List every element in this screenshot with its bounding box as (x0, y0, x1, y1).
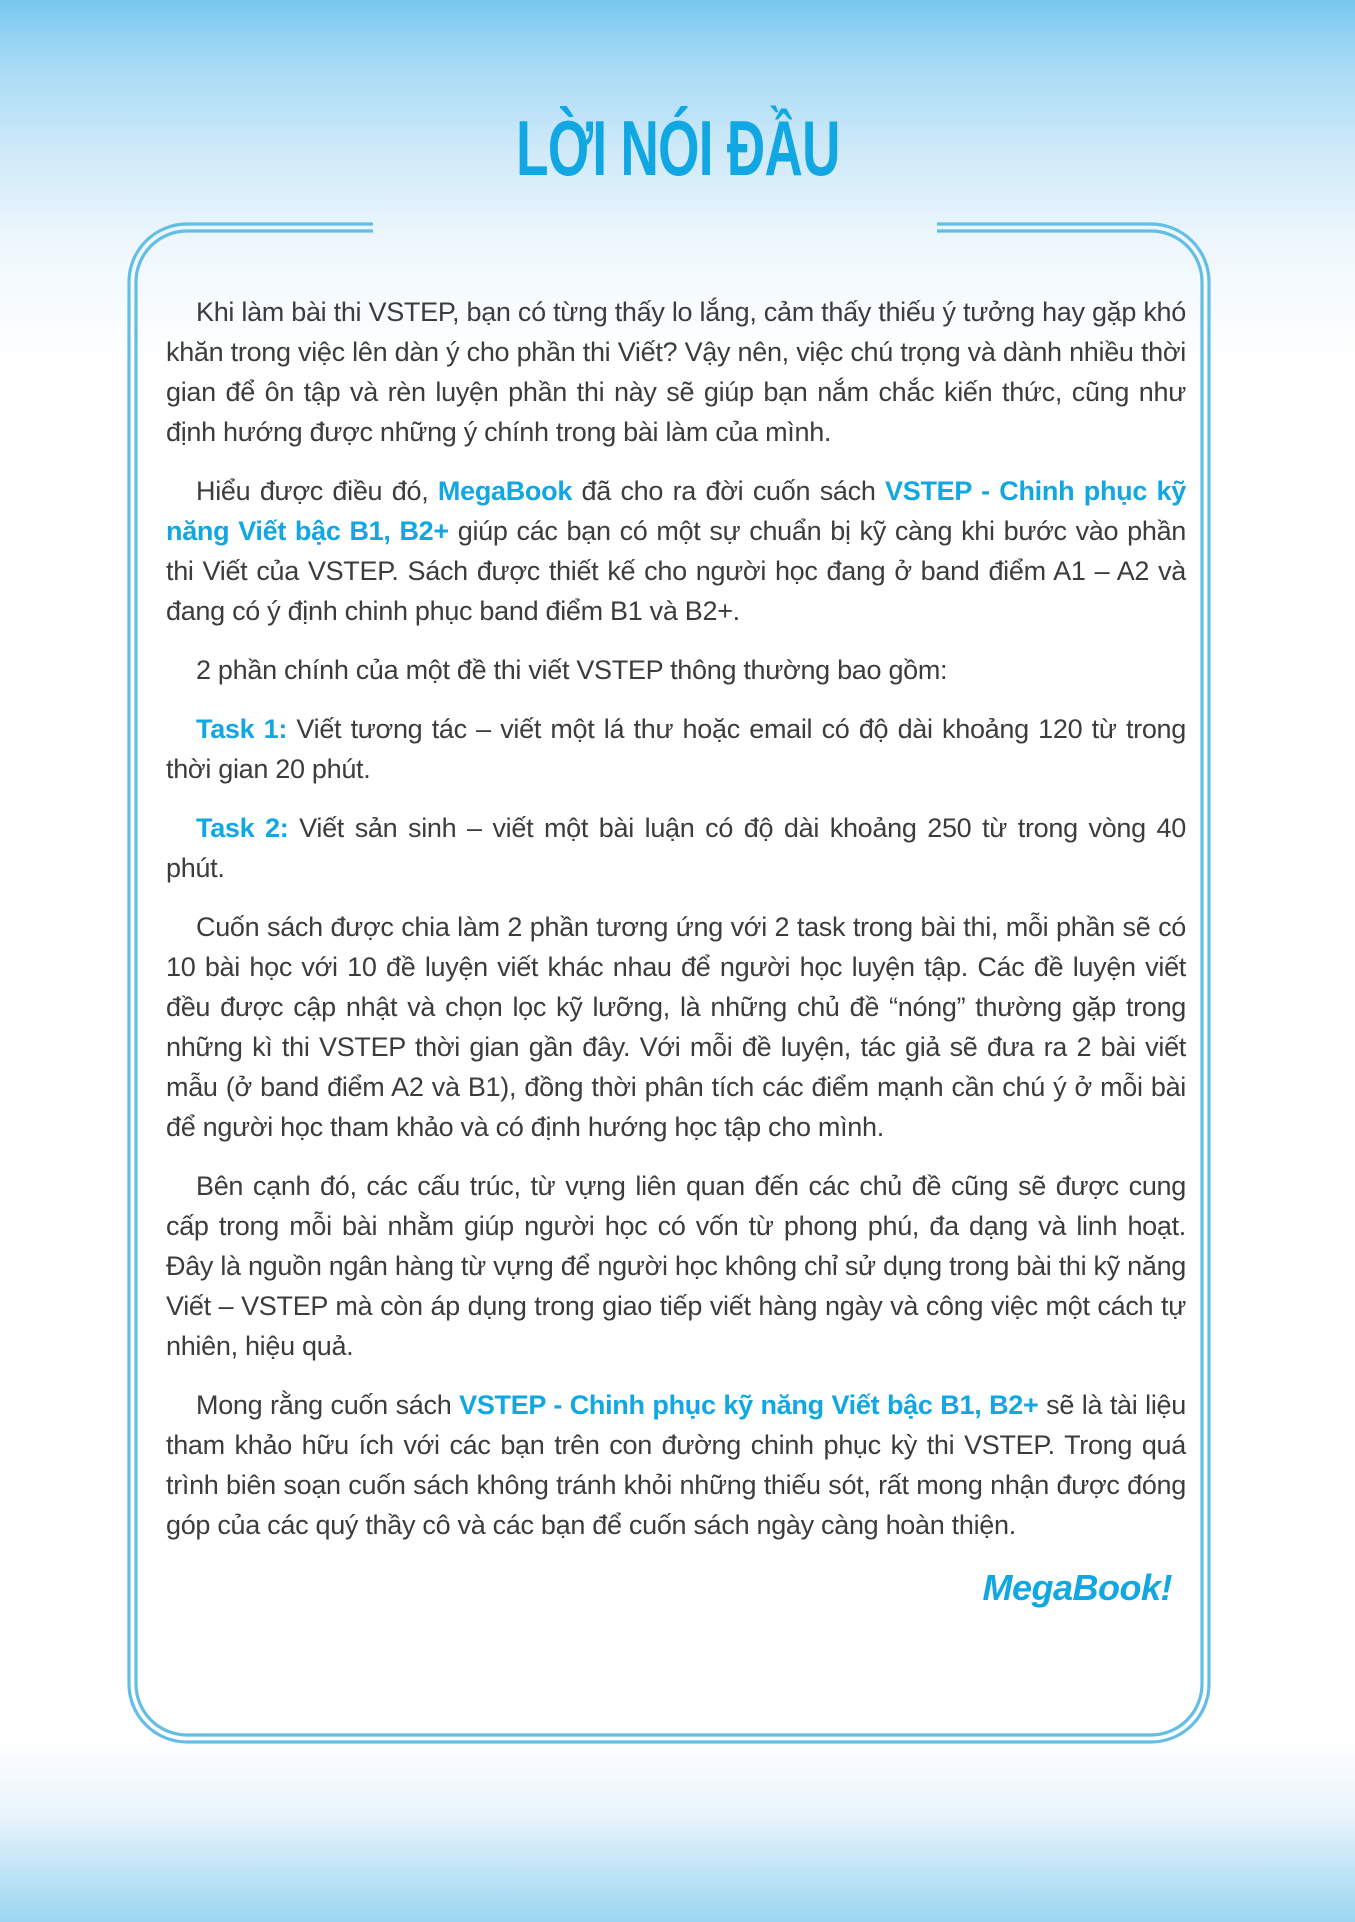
paragraph (166, 650, 1186, 690)
signature: MegaBook! (982, 1567, 1172, 1608)
text-segment: Viết sản sinh – viết một bài luận có độ dài khoảng 250 từ trong vòng 40 phút. (166, 813, 1186, 883)
paragraph (166, 1166, 1186, 1366)
text-segment: giúp các bạn có một sự chuẩn bị kỹ càng khi bước vào phần thi Viết của VSTEP. Sách được thiết kế cho người học đang ở band điểm A1 – A2 và đang có ý định chinh phục band điểm B1 và B2+. (166, 516, 1186, 626)
paragraph (166, 471, 1186, 631)
preface-content (166, 292, 1186, 1609)
paragraph (166, 808, 1186, 888)
text-segment: đã cho ra đời cuốn sách (572, 476, 886, 506)
text-segment: Khi làm bài thi VSTEP, bạn có từng thấy lo lắng, cảm thấy thiếu ý tưởng hay gặp khó khăn trong việc lên dàn ý cho phần thi Viết? Vậy nên, việc chú trọng và dành nhiều thời gian để ôn tập và rèn luyện phần thi này sẽ giúp bạn nắm chắc kiến thức, cũng như định hướng được những ý chính trong bài làm của mình. (166, 297, 1186, 447)
text-segment: Mong rằng cuốn sách (196, 1390, 460, 1420)
highlighted-text: Task 1: (196, 714, 288, 744)
page-title (0, 102, 1355, 196)
page-title-text: LỜI NÓI ĐẦU (515, 104, 840, 192)
highlighted-text: VSTEP - Chinh phục kỹ năng Viết bậc B1, B2+ (166, 476, 1186, 546)
text-segment: 2 phần chính của một đề thi viết VSTEP thông thường bao gồm: (196, 655, 948, 685)
text-segment: Hiểu được điều đó, (196, 476, 438, 506)
text-segment: sẽ là tài liệu tham khảo hữu ích với các bạn trên con đường chinh phục kỳ thi VSTEP. Trong quá trình biên soạn cuốn sách không tránh khỏi những thiếu sót, rất mong nhận được đóng góp của các quý thầy cô và các bạn để cuốn sách ngày càng hoàn thiện. (166, 1390, 1186, 1540)
text-segment: Bên cạnh đó, các cấu trúc, từ vựng liên quan đến các chủ đề cũng sẽ được cung cấp trong mỗi bài nhằm giúp người học có vốn từ phong phú, đa dạng và linh hoạt. Đây là nguồn ngân hàng từ vựng để người học không chỉ sử dụng trong bài thi kỹ năng Viết – VSTEP mà còn áp dụng trong giao tiếp viết hàng ngày và công việc một cách tự nhiên, hiệu quả. (166, 1171, 1186, 1361)
paragraph (166, 292, 1186, 452)
highlighted-text: MegaBook (437, 476, 573, 506)
paragraph (166, 1385, 1186, 1545)
preface-paragraphs (166, 292, 1186, 1545)
paragraph (166, 907, 1186, 1147)
highlighted-text: Task 2: (196, 813, 289, 843)
highlighted-text: VSTEP - Chinh phục kỹ năng Viết bậc B1, B2+ (459, 1390, 1039, 1420)
text-segment: Viết tương tác – viết một lá thư hoặc email có độ dài khoảng 120 từ trong thời gian 20 phút. (166, 714, 1186, 784)
text-segment: Cuốn sách được chia làm 2 phần tương ứng với 2 task trong bài thi, mỗi phần sẽ có 10 bài học với 10 đề luyện viết khác nhau để người học luyện tập. Các đề luyện viết đều được cập nhật và chọn lọc kỹ lưỡng, là những chủ đề “nóng” thường gặp trong những kì thi VSTEP thời gian gần đây. Với mỗi đề luyện, tác giả sẽ đưa ra 2 bài viết mẫu (ở band điểm A2 và B1), đồng thời phân tích các điểm mạnh cần chú ý ở mỗi bài để người học tham khảo và có định hướng học tập cho mình. (166, 912, 1186, 1142)
paragraph (166, 709, 1186, 789)
